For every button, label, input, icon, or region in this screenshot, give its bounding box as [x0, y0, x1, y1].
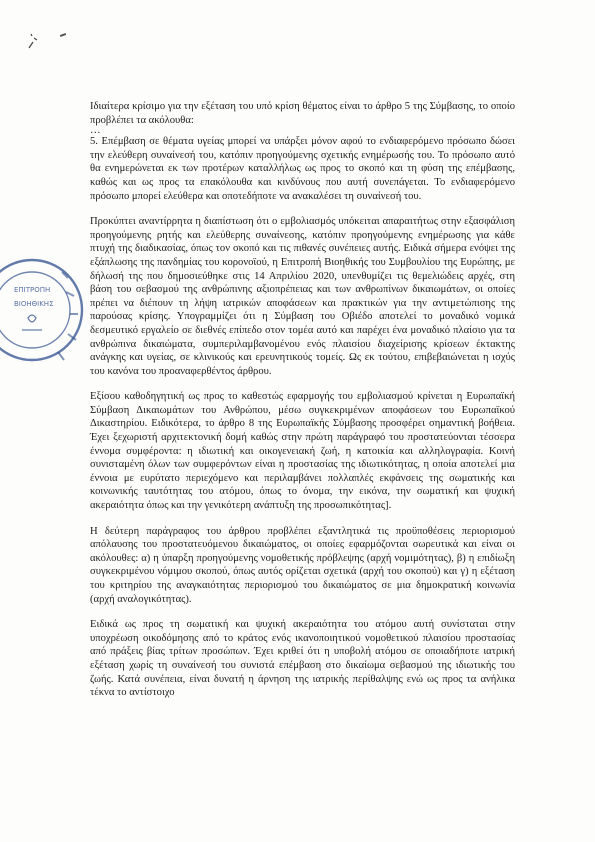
article-5-quote: 5. Επέμβαση σε θέματα υγείας μπορεί να υπάρξει μόνον αφού το ενδιαφερόμενο πρόσωπο δώσει την ελεύθερη συναίνεσή του, κατόπιν προηγούμενης σχετικής ενημέρωσής του. Το πρόσωπο αυτό θα ενημερώνεται εκ των προτέρων καταλλήλως ως προς το σκοπό και τη φύση της επέμβασης, καθώς και ως προς τα επακόλουθα και κινδύνους που αυτή συνεπάγεται. Το ενδιαφερόμενο πρόσωπο μπορεί ελεύθερα και οποτεδήποτε να ανακαλέσει τη συναίνεσή του.: [90, 136, 515, 202]
svg-text:ΕΠΙΤΡΟΠΗ: ΕΠΙΤΡΟΠΗ: [14, 286, 51, 294]
paragraph-consent: Προκύπτει αναντίρρητα η διαπίστωση ότι ο εμβολιασμός υπόκειται απαραιτήτως στην εξασφάλιση προηγούμενης ρητής και ελεύθερης συναίνεσης, κατόπιν προηγούμενης ενημέρωσης για κάθε πτυχή της διαδικασίας, όπως τον σκοπό και τις πιθανές συνέπειες αυτής. Ειδικά σήμερα ενόψει της εξάπλωσης της πανδημίας του κορονοϊού, η Επιτροπή Βιοηθικής του Συμβουλίου της Ευρώπης, με δήλωσή της που δημοσιεύθηκε στις 14 Απριλίου 2020, υπενθυμίζει τις θεμελιώδεις αρχές, στη βάση του σεβασμού της ανθρώπινης αξιοπρέπειας και των ανθρωπίνων δικαιωμάτων, οι οποίες πρέπει να διέπουν τη λήψη ιατρικών αποφάσεων και πρακτικών για την αντιμετώπισης της παρούσας κρίσης. Υπογραμμίζει ότι η Σύμβαση του Οβιέδο αποτελεί το μοναδικό νομικά δεσμευτικό εργαλείο σε διεθνές επίπεδο στον τομέα αυτό και παρέχει ένα μοναδικό πλαίσιο για τα ανθρώπινα δικαιώματα, συμπεριλαμβανομένου ενός πλαισίου διαχείρισης κρίσεων έκτακτης ανάγκης και υγείας, σε κλινικούς και ερευνητικούς τομείς. Ως εκ τούτου, επιβεβαιώνεται η ισχύς του κανόνα του προαναφερθέντος άρθρου.: [90, 216, 515, 377]
pen-dash: [60, 33, 66, 37]
ellipsis: …: [90, 125, 101, 137]
official-stamp: [0, 252, 92, 372]
paragraph-integrity: Ειδικά ως προς τη σωματική και ψυχική ακεραιότητα του ατόμου αυτή συνίσταται στην υποχρέωση οικοδόμησης από το κράτος ενός ικανοποιητικού νομοθετικού πλαισίου προστασίας από πράξεις βίας τρίτων προσώπων. Έχει κριθεί ότι η υποβολή ατόμου σε οποιαδήποτε ιατρική εξέταση χωρίς τη συναίνεσή του συνιστά επέμβαση στο δικαίωμα σεβασμού της ιδιωτικής του ζωής. Κατά συνέπεια, είναι δυνατή η άρνηση της ιατρικής περίθαλψης ενώ ως προς τα ανήλικα τέκνα το αντίστοιχο: [90, 619, 515, 699]
svg-text:ΒΙΟΗΘΙΚΗΣ: ΒΙΟΗΘΙΚΗΣ: [14, 300, 54, 308]
paragraph-echr: Εξίσου καθοδηγητική ως προς το καθεστώς εφαρμογής του εμβολιασμού κρίνεται η Ευρωπαϊκή Σύμβαση Δικαιωμάτων του Ανθρώπου, μέσω συγκεκριμένων αποφάσεων του Ευρωπαϊκού Δικαστηρίου. Ειδικότερα, το άρθρο 8 της Ευρωπαϊκής Σύμβασης προσφέρει σημαντική βοήθεια. Έχει ξεχωριστή αρχιτεκτονική δομή καθώς στην πρώτη παράγραφό του προστατεύονται τέσσερα έννομα συμφέροντα: η ιδιωτική και οικογενειακή ζωή, η κατοικία και αλληλογραφία. Κοινή συνισταμένη όλων των συμφερόντων είναι η προστασίας της ιδιωτικότητας, η οποία αποτελεί μια έννοια με ευρύτατο περιεχόμενο και περιλαμβάνει πολλαπλές εκφάνσεις της σωματικής και κοινωνικής ταυτότητας του ατόμου, όπως το όνομα, την εικόνα, την σωματική και ψυχική ακεραιότητα όπως και την γενικότερη ανάπτυξη της προσωπικότητας].: [90, 391, 515, 512]
pen-mark-icon: [25, 28, 55, 63]
intro-paragraph: Ιδιαίτερα κρίσιμο για την εξέταση του υπό κρίση θέματος είναι το άρθρο 5 της Σύμβασης, το οποίο προβλέπει τα ακόλουθα:: [90, 101, 515, 126]
document-body: [90, 100, 515, 700]
paragraph-second-clause: Η δεύτερη παράγραφος του άρθρου προβλέπει εξαντλητικά τις προϋποθέσεις περιορισμού απόλαυσης του προστατευόμενου δικαιώματος, οι οποίες εφαρμόζονται σωρευτικά και είναι οι ακόλουθες: α) η ύπαρξη προηγούμενης νομοθετικής πρόβλεψης (αρχή νομιμότητας), β) η επιδίωξη συγκεκριμένου νόμιμου σκοπού, όπως αυτός ορίζεται σχετικά (αρχή του σκοπού) και γ) η εξέταση του κριτηρίου της αναγκαιότητας περιορισμού του δικαιώματος σε μια δημοκρατική κοινωνία (αρχή αναλογικότητας).: [90, 525, 515, 605]
